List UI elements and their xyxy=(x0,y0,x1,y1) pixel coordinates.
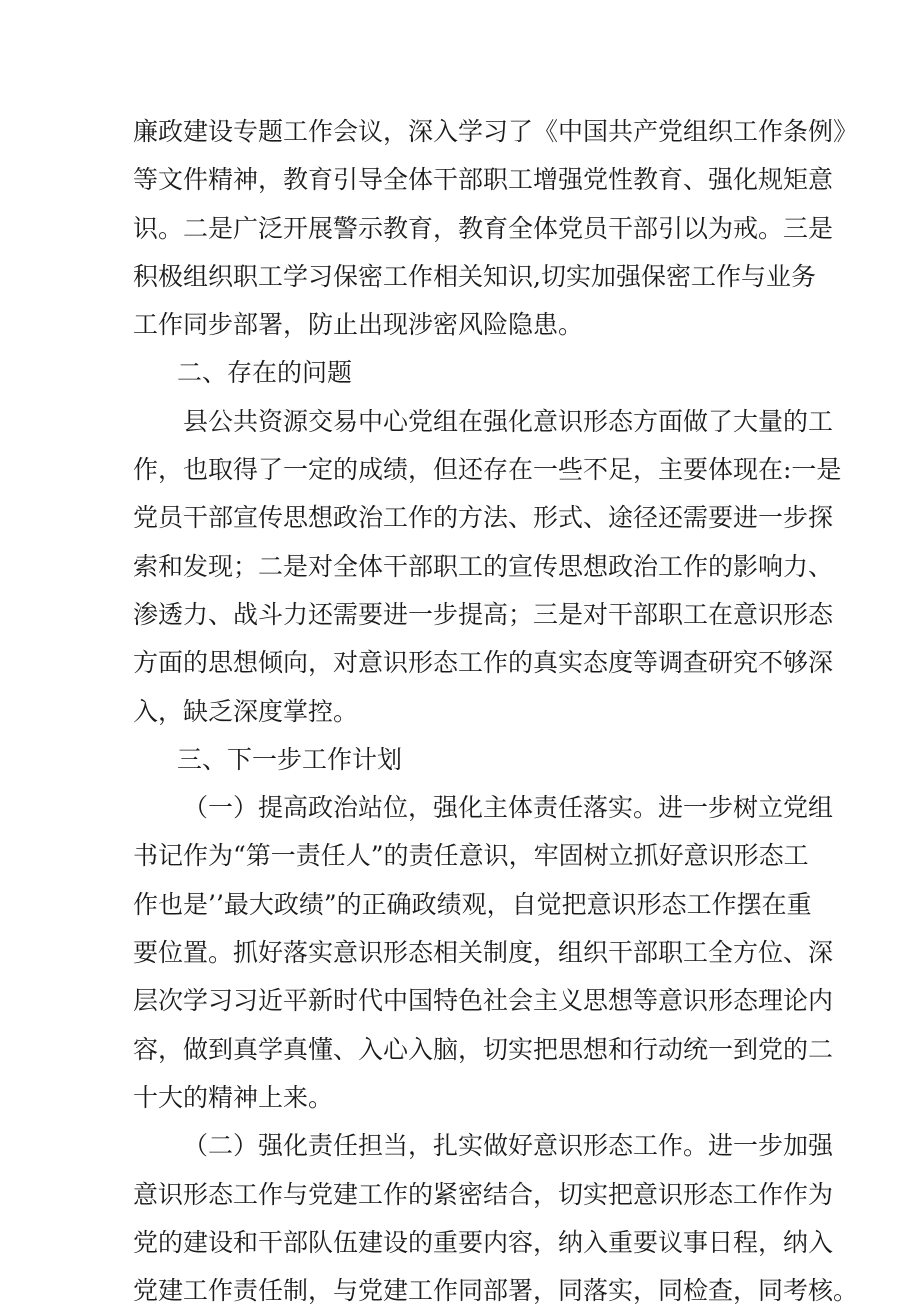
text-line: 党建工作责任制，与党建工作同部署，同落实，同检查，同考核。 xyxy=(133,1276,859,1306)
text-line: 层次学习习近平新时代中国特色社会主义思想等意识形态理论内 xyxy=(133,986,834,1016)
text-line: 索和发现；二是对全体干部职工的宣传思想政治工作的影响力、 xyxy=(133,551,834,581)
paragraph-party-conduct xyxy=(133,108,859,349)
text-line: 方面的思想倾向，对意识形态工作的真实态度等调查研究不够深 xyxy=(133,648,834,678)
text-line: 意识形态工作与党建工作的紧密结合，切实把意识形态工作作为 xyxy=(133,1179,834,1209)
text-line: 党员干部宣传思想政治工作的方法、形式、途径还需要进一步探 xyxy=(133,503,834,533)
text-line: 十大的精神上来。 xyxy=(133,1082,334,1112)
text-line: 容，做到真学真懂、入心入脑，切实把思想和行动统一到党的二 xyxy=(133,1034,834,1064)
paragraph-plan-one xyxy=(133,784,834,1122)
section-heading-problems: 二、存在的问题 xyxy=(177,358,353,388)
section-heading-next-steps: 三、下一步工作计划 xyxy=(177,744,403,774)
text-line: 书记作为“第一责任人”的责任意识，牢固树立抓好意识形态工 xyxy=(133,841,809,871)
text-line: 积极组织职工学习保密工作相关知识,切实加强保密工作与业务 xyxy=(133,261,816,291)
text-line: 等文件精神，教育引导全体干部职工增强党性教育、强化规矩意 xyxy=(133,165,834,195)
text-line: 作也是’’最大政绩”的正确政绩观，自觉把意识形态工作摆在重 xyxy=(133,889,812,919)
text-line: 作，也取得了一定的成绩，但还存在一些不足，主要体现在:一是 xyxy=(133,455,842,485)
text-line: 县公共资源交易中心党组在强化意识形态方面做了大量的工 xyxy=(183,406,834,436)
text-line: （一）提高政治站位，强化主体责任落实。进一步树立党组 xyxy=(183,793,834,823)
text-line: 识。二是广泛开展警示教育，教育全体党员干部引以为戒。三是 xyxy=(133,213,834,243)
text-line: （二）强化责任担当，扎实做好意识形态工作。进一步加强 xyxy=(183,1131,834,1161)
text-line: 党的建设和干部队伍建设的重要内容，纳入重要议事日程，纳入 xyxy=(133,1227,834,1257)
text-line: 渗透力、战斗力还需要进一步提高；三是对干部职工在意识形态 xyxy=(133,599,834,629)
text-line: 廉政建设专题工作会议，深入学习了《中国共产党组织工作条例》 xyxy=(133,117,859,146)
document-body xyxy=(133,108,859,1315)
paragraph-problems xyxy=(133,398,842,736)
text-line: 工作同步部署，防止出现涉密风险隐患。 xyxy=(133,310,584,340)
text-line: 要位置。抓好落实意识形态相关制度，组织干部职工全方位、深 xyxy=(133,938,834,968)
paragraph-plan-two xyxy=(133,1122,859,1315)
text-line: 入，缺乏深度掌控。 xyxy=(133,696,359,726)
